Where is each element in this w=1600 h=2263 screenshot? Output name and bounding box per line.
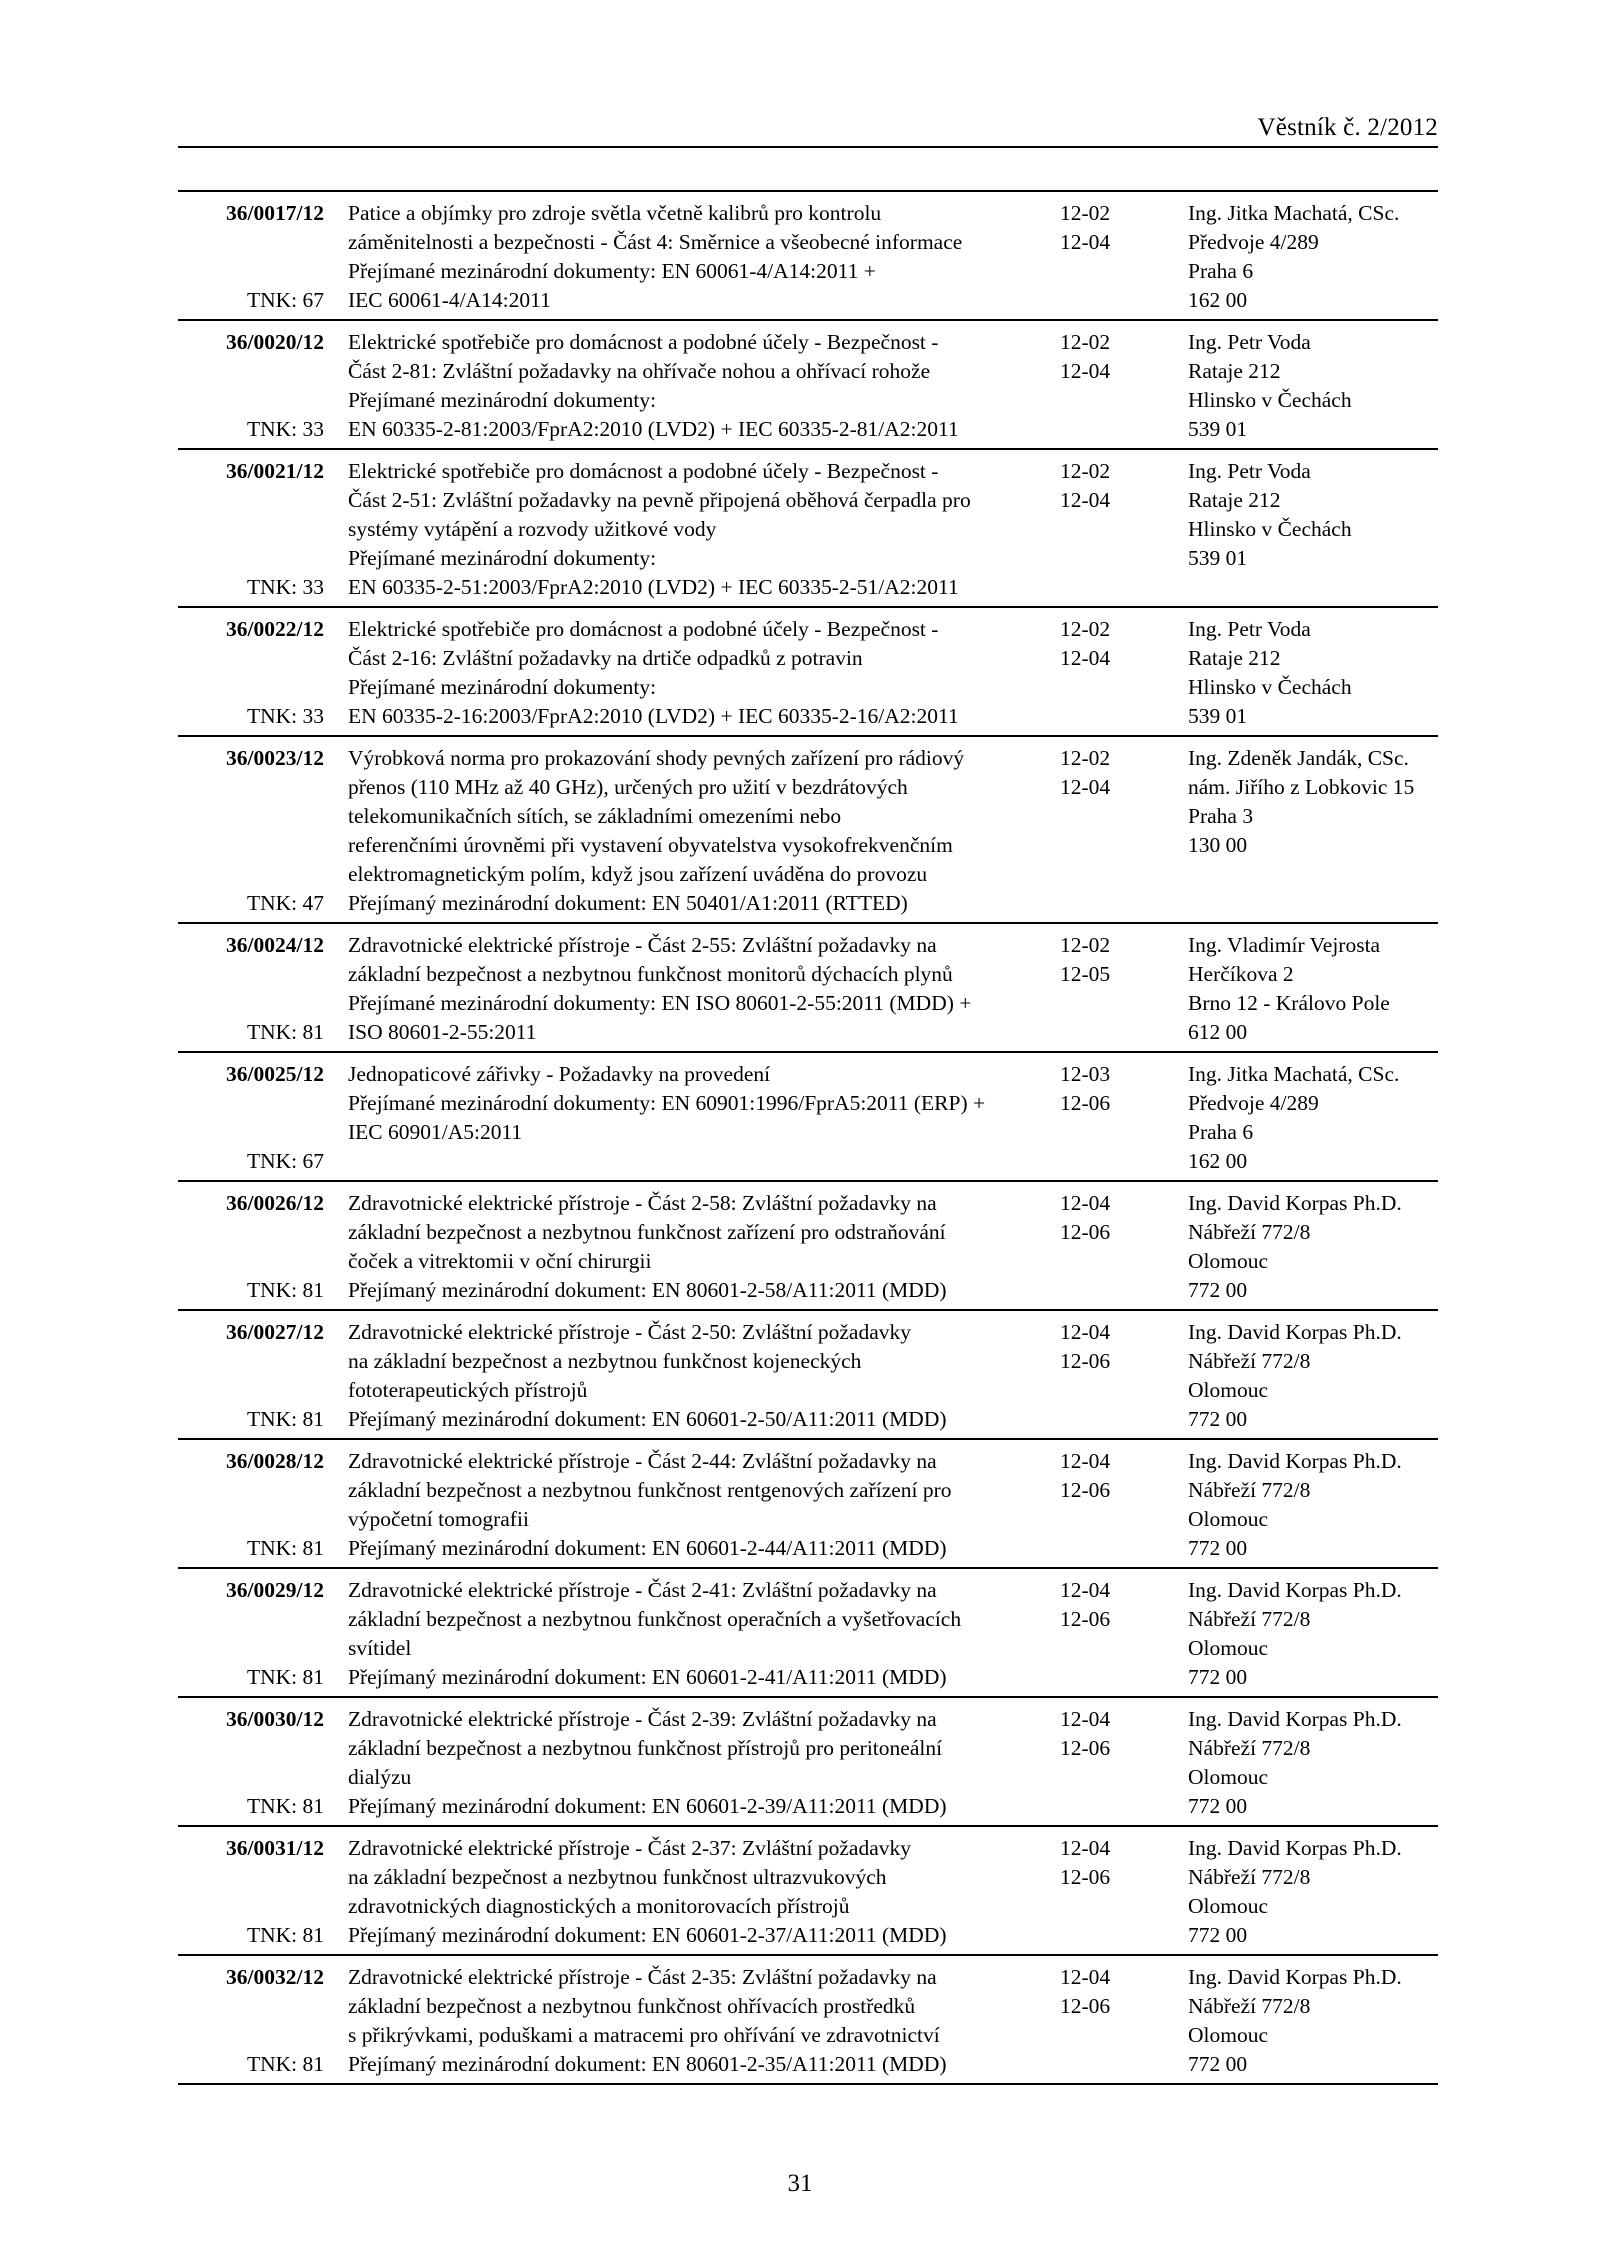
entry-contact-line: 772 00 xyxy=(1188,1536,1248,1560)
entry-title-line: Přejímané mezinárodní dokumenty: EN 60061-4/A14:2011 + xyxy=(348,259,876,283)
entry-id-cell xyxy=(178,931,326,1047)
entry-title-line: záměnitelnosti a bezpečnosti - Část 4: Směrnice a všeobecné informace xyxy=(348,230,963,254)
entry-date: 12-06 xyxy=(1060,1865,1111,1889)
entry-title-line: Část 2-16: Zvláštní požadavky na drtiče odpadků z potravin xyxy=(348,646,863,670)
entry-contact-line: Rataje 212 xyxy=(1188,359,1281,383)
entry-contact-line: Olomouc xyxy=(1188,2023,1269,2047)
entry-code: 36/0017/12 xyxy=(226,201,324,225)
entry-code: 36/0023/12 xyxy=(226,746,324,770)
entry-contact-cell xyxy=(1166,1060,1438,1176)
entry-code: 36/0029/12 xyxy=(226,1578,324,1602)
entry-date: 12-06 xyxy=(1060,1736,1111,1760)
entry-dates-cell xyxy=(1038,1576,1166,1692)
entry-id-cell xyxy=(178,1318,326,1434)
entry-title-line: fototerapeutických přístrojů xyxy=(348,1378,588,1402)
entry-contact-line: 162 00 xyxy=(1188,1149,1248,1173)
entry-title-line: Elektrické spotřebiče pro domácnost a podobné účely - Bezpečnost - xyxy=(348,330,939,354)
entry-title-cell xyxy=(326,457,1038,602)
entry-contact-line: Hlinsko v Čechách xyxy=(1188,675,1352,699)
entry-date: 12-05 xyxy=(1060,962,1111,986)
page-number: 31 xyxy=(787,2170,813,2197)
entry-contact-cell xyxy=(1166,457,1438,602)
entry-code: 36/0026/12 xyxy=(226,1191,324,1215)
entry-title-line: s přikrývkami, poduškami a matracemi pro ohřívání ve zdravotnictví xyxy=(348,2023,940,2047)
entry-contact-cell xyxy=(1166,1705,1438,1821)
entry-contact-line: nám. Jiřího z Lobkovic 15 xyxy=(1188,775,1415,799)
entry-dates-cell xyxy=(1038,1447,1166,1563)
entry-title-line: telekomunikačních sítích, se základními omezeními nebo xyxy=(348,804,842,828)
entry-title-line: Přejímaný mezinárodní dokument: EN 80601-2-58/A11:2011 (MDD) xyxy=(348,1278,947,1302)
entry-contact-line: Ing. Vladimír Vejrosta xyxy=(1188,933,1381,957)
entry-title-line: Jednopaticové zářivky - Požadavky na provedení xyxy=(348,1062,771,1086)
entry-title-line: na základní bezpečnost a nezbytnou funkčnost ultrazvukových xyxy=(348,1865,887,1889)
entry-title-line: IEC 60901/A5:2011 xyxy=(348,1120,523,1144)
entry-tnk: TNK: 81 xyxy=(246,1407,324,1431)
entry-contact-line: Praha 6 xyxy=(1188,1120,1254,1144)
entry-title-line: Přejímané mezinárodní dokumenty: xyxy=(348,546,657,570)
entry-date: 12-06 xyxy=(1060,1349,1111,1373)
entry-dates-cell xyxy=(1038,931,1166,1047)
entry-dates-cell xyxy=(1038,199,1166,315)
entry-title-line: Přejímaný mezinárodní dokument: EN 60601-2-39/A11:2011 (MDD) xyxy=(348,1794,947,1818)
entry-contact-line: 612 00 xyxy=(1188,1020,1248,1044)
entry-contact-line: 539 01 xyxy=(1188,417,1248,441)
entry-contact-cell xyxy=(1166,1447,1438,1563)
entry-title-line: EN 60335-2-16:2003/FprA2:2010 (LVD2) + IEC 60335-2-16/A2:2011 xyxy=(348,704,959,728)
entry-title-line: Zdravotnické elektrické přístroje - Část 2-55: Zvláštní požadavky na xyxy=(348,933,937,957)
entry-id-cell xyxy=(178,1705,326,1821)
entry-id-cell xyxy=(178,615,326,731)
entry-contact-line: 539 01 xyxy=(1188,704,1248,728)
entry-contact-cell xyxy=(1166,1189,1438,1305)
entry-title-line: Elektrické spotřebiče pro domácnost a podobné účely - Bezpečnost - xyxy=(348,617,939,641)
entry-contact-cell xyxy=(1166,328,1438,444)
entry-date: 12-02 xyxy=(1060,617,1111,641)
entry-date: 12-06 xyxy=(1060,1994,1111,2018)
entry-title-line: dialýzu xyxy=(348,1765,412,1789)
entry-title-line: Zdravotnické elektrické přístroje - Část 2-58: Zvláštní požadavky na xyxy=(348,1191,937,1215)
entry-contact-line: Olomouc xyxy=(1188,1636,1269,1660)
entry-title-line: svítidel xyxy=(348,1636,412,1660)
entry-date: 12-04 xyxy=(1060,646,1111,670)
entry-title-cell xyxy=(326,1060,1038,1176)
entry-title-cell xyxy=(326,199,1038,315)
entry-id-cell xyxy=(178,1576,326,1692)
entry-date: 12-03 xyxy=(1060,1062,1111,1086)
entry-title-line: ISO 80601-2-55:2011 xyxy=(348,1020,537,1044)
entry-contact-line: Ing. David Korpas Ph.D. xyxy=(1188,1836,1402,1860)
entry-code: 36/0024/12 xyxy=(226,933,324,957)
entry-title-line: Přejímaný mezinárodní dokument: EN 60601-2-41/A11:2011 (MDD) xyxy=(348,1665,947,1689)
page-header xyxy=(178,110,1438,148)
entry-id-cell xyxy=(178,1189,326,1305)
entry-dates-cell xyxy=(1038,1705,1166,1821)
entry-dates-cell xyxy=(1038,1189,1166,1305)
entry-date: 12-04 xyxy=(1060,488,1111,512)
entry-code: 36/0025/12 xyxy=(226,1062,324,1086)
entry-title-cell xyxy=(326,1447,1038,1563)
entry-id-cell xyxy=(178,1963,326,2079)
entry-contact-line: Nábřeží 772/8 xyxy=(1188,1994,1311,2018)
entry-title-line: Přejímaný mezinárodní dokument: EN 60601-2-37/A11:2011 (MDD) xyxy=(348,1923,947,1947)
entry-title-cell xyxy=(326,1189,1038,1305)
entry-title-line: Patice a objímky pro zdroje světla včetně kalibrů pro kontrolu xyxy=(348,201,882,225)
entry-title-line: IEC 60061-4/A14:2011 xyxy=(348,288,551,312)
entry-tnk: TNK: 81 xyxy=(246,2052,324,2076)
entry-title-line: základní bezpečnost a nezbytnou funkčnost ohřívacích prostředků xyxy=(348,1994,916,2018)
entry-code: 36/0030/12 xyxy=(226,1707,324,1731)
entry-contact-line: Ing. David Korpas Ph.D. xyxy=(1188,1449,1402,1473)
entry-title-cell xyxy=(326,1963,1038,2079)
entry-tnk: TNK: 81 xyxy=(246,1923,324,1947)
entry-contact-cell xyxy=(1166,1834,1438,1950)
entry-title-line: základní bezpečnost a nezbytnou funkčnost zařízení pro odstraňování xyxy=(348,1220,946,1244)
entry-contact-line: Ing. Zdeněk Jandák, CSc. xyxy=(1188,746,1409,770)
entry-contact-line: Nábřeží 772/8 xyxy=(1188,1220,1311,1244)
entry-id-cell xyxy=(178,328,326,444)
entry-contact-line: Nábřeží 772/8 xyxy=(1188,1349,1311,1373)
entry-contact-line: Ing. Petr Voda xyxy=(1188,459,1311,483)
entry-contact-line: 772 00 xyxy=(1188,1407,1248,1431)
entry-date: 12-02 xyxy=(1060,201,1111,225)
entry-title-line: systémy vytápění a rozvody užitkové vody xyxy=(348,517,717,541)
table-row xyxy=(178,1311,1438,1440)
entry-contact-line: Herčíkova 2 xyxy=(1188,962,1294,986)
entry-date: 12-06 xyxy=(1060,1478,1111,1502)
entry-title-line: přenos (110 MHz až 40 GHz), určených pro užití v bezdrátových xyxy=(348,775,908,799)
table-row xyxy=(178,924,1438,1053)
entry-dates-cell xyxy=(1038,1060,1166,1176)
entry-title-line: EN 60335-2-51:2003/FprA2:2010 (LVD2) + IEC 60335-2-51/A2:2011 xyxy=(348,575,959,599)
entry-title-line: Zdravotnické elektrické přístroje - Část 2-37: Zvláštní požadavky xyxy=(348,1836,911,1860)
entry-contact-line: Praha 3 xyxy=(1188,804,1254,828)
entry-contact-cell xyxy=(1166,931,1438,1047)
entry-tnk: TNK: 81 xyxy=(246,1665,324,1689)
entry-contact-line: 772 00 xyxy=(1188,1665,1248,1689)
entry-title-line: zdravotnických diagnostických a monitorovacích přístrojů xyxy=(348,1894,850,1918)
entry-id-cell xyxy=(178,457,326,602)
entry-contact-line: Nábřeží 772/8 xyxy=(1188,1736,1311,1760)
entry-date: 12-06 xyxy=(1060,1220,1111,1244)
entry-contact-line: 130 00 xyxy=(1188,833,1248,857)
entry-title-cell xyxy=(326,931,1038,1047)
entry-tnk: TNK: 81 xyxy=(246,1536,324,1560)
entry-contact-line: 772 00 xyxy=(1188,1923,1248,1947)
entry-contact-line: Rataje 212 xyxy=(1188,488,1281,512)
entry-id-cell xyxy=(178,744,326,918)
entry-contact-line: Olomouc xyxy=(1188,1378,1269,1402)
entry-code: 36/0021/12 xyxy=(226,459,324,483)
entry-id-cell xyxy=(178,1447,326,1563)
entry-title-line: Přejímané mezinárodní dokumenty: EN ISO 80601-2-55:2011 (MDD) + xyxy=(348,991,972,1015)
entry-contact-line: Olomouc xyxy=(1188,1765,1269,1789)
entry-contact-cell xyxy=(1166,615,1438,731)
entry-dates-cell xyxy=(1038,1834,1166,1950)
entry-dates-cell xyxy=(1038,615,1166,731)
entry-contact-line: 162 00 xyxy=(1188,288,1248,312)
entry-title-line: Přejímané mezinárodní dokumenty: xyxy=(348,388,657,412)
entry-title-cell xyxy=(326,1318,1038,1434)
entry-date: 12-04 xyxy=(1060,1320,1111,1344)
entry-contact-line: Ing. David Korpas Ph.D. xyxy=(1188,1191,1402,1215)
entry-id-cell xyxy=(178,1834,326,1950)
table-row xyxy=(178,321,1438,450)
entry-dates-cell xyxy=(1038,457,1166,602)
entry-contact-line: Ing. Petr Voda xyxy=(1188,617,1311,641)
entry-title-line: Přejímaný mezinárodní dokument: EN 60601-2-50/A11:2011 (MDD) xyxy=(348,1407,947,1431)
entry-date: 12-04 xyxy=(1060,1965,1111,1989)
entry-tnk: TNK: 81 xyxy=(246,1794,324,1818)
entry-code: 36/0028/12 xyxy=(226,1449,324,1473)
entry-title-cell xyxy=(326,615,1038,731)
entry-date: 12-06 xyxy=(1060,1091,1111,1115)
entry-contact-line: Nábřeží 772/8 xyxy=(1188,1865,1311,1889)
entry-code: 36/0022/12 xyxy=(226,617,324,641)
entry-title-line: elektromagnetickým polím, když jsou zařízení uváděna do provozu xyxy=(348,862,928,886)
table-row xyxy=(178,1182,1438,1311)
entry-contact-line: Olomouc xyxy=(1188,1249,1269,1273)
entry-tnk: TNK: 81 xyxy=(246,1278,324,1302)
table-row xyxy=(178,1440,1438,1569)
entry-title-line: Přejímaný mezinárodní dokument: EN 50401/A1:2011 (RTTED) xyxy=(348,891,908,915)
entry-title-line: Zdravotnické elektrické přístroje - Část 2-50: Zvláštní požadavky xyxy=(348,1320,911,1344)
entry-contact-cell xyxy=(1166,1318,1438,1434)
entry-contact-line: Nábřeží 772/8 xyxy=(1188,1607,1311,1631)
entry-title-line: Přejímaný mezinárodní dokument: EN 80601-2-35/A11:2011 (MDD) xyxy=(348,2052,947,2076)
entry-contact-line: Předvoje 4/289 xyxy=(1188,1091,1319,1115)
table-row xyxy=(178,1053,1438,1182)
entry-code: 36/0027/12 xyxy=(226,1320,324,1344)
table-row xyxy=(178,1827,1438,1956)
table-row xyxy=(178,450,1438,608)
entry-contact-line: 539 01 xyxy=(1188,546,1248,570)
entry-contact-line: Ing. Petr Voda xyxy=(1188,330,1311,354)
entry-title-line: Část 2-51: Zvláštní požadavky na pevně připojená oběhová čerpadla pro xyxy=(348,488,971,512)
entry-title-line: základní bezpečnost a nezbytnou funkčnost monitorů dýchacích plynů xyxy=(348,962,953,986)
entry-date: 12-04 xyxy=(1060,359,1111,383)
entry-contact-line: Ing. David Korpas Ph.D. xyxy=(1188,1707,1402,1731)
entry-title-line: Přejímané mezinárodní dokumenty: xyxy=(348,675,657,699)
entry-tnk: TNK: 67 xyxy=(246,288,324,312)
entry-date: 12-04 xyxy=(1060,1836,1111,1860)
entry-title-line: výpočetní tomografii xyxy=(348,1507,529,1531)
table-row xyxy=(178,1569,1438,1698)
entry-contact-line: Brno 12 - Královo Pole xyxy=(1188,991,1390,1015)
entry-date: 12-04 xyxy=(1060,775,1111,799)
entry-date: 12-04 xyxy=(1060,1707,1111,1731)
entry-title-line: základní bezpečnost a nezbytnou funkčnost operačních a vyšetřovacích xyxy=(348,1607,962,1631)
table-row xyxy=(178,1956,1438,2085)
entry-code: 36/0020/12 xyxy=(226,330,324,354)
entry-title-cell xyxy=(326,328,1038,444)
entry-dates-cell xyxy=(1038,1318,1166,1434)
entry-contact-line: 772 00 xyxy=(1188,2052,1248,2076)
entry-title-cell xyxy=(326,1834,1038,1950)
entry-contact-cell xyxy=(1166,1576,1438,1692)
entry-contact-line: Hlinsko v Čechách xyxy=(1188,388,1352,412)
entry-title-line: základní bezpečnost a nezbytnou funkčnost přístrojů pro peritoneální xyxy=(348,1736,943,1760)
entry-contact-line: Předvoje 4/289 xyxy=(1188,230,1319,254)
entry-date: 12-04 xyxy=(1060,1449,1111,1473)
entry-contact-line: Rataje 212 xyxy=(1188,646,1281,670)
entry-code: 36/0031/12 xyxy=(226,1836,324,1860)
entry-dates-cell xyxy=(1038,1963,1166,2079)
entry-id-cell xyxy=(178,1060,326,1176)
entry-title-line: základní bezpečnost a nezbytnou funkčnost rentgenových zařízení pro xyxy=(348,1478,952,1502)
entry-contact-line: Praha 6 xyxy=(1188,259,1254,283)
entry-contact-line: Nábřeží 772/8 xyxy=(1188,1478,1311,1502)
entry-contact-line: Ing. David Korpas Ph.D. xyxy=(1188,1320,1402,1344)
entry-date: 12-04 xyxy=(1060,1191,1111,1215)
entry-title-line: Přejímané mezinárodní dokumenty: EN 60901:1996/FprA5:2011 (ERP) + xyxy=(348,1091,986,1115)
entry-tnk: TNK: 67 xyxy=(246,1149,324,1173)
entry-dates-cell xyxy=(1038,744,1166,918)
entry-title-line: Přejímaný mezinárodní dokument: EN 60601-2-44/A11:2011 (MDD) xyxy=(348,1536,947,1560)
entry-title-line: Zdravotnické elektrické přístroje - Část 2-41: Zvláštní požadavky na xyxy=(348,1578,937,1602)
table-row xyxy=(178,608,1438,737)
entry-date: 12-06 xyxy=(1060,1607,1111,1631)
entry-title-line: Výrobková norma pro prokazování shody pevných zařízení pro rádiový xyxy=(348,746,965,770)
entry-id-cell xyxy=(178,199,326,315)
table-row xyxy=(178,192,1438,321)
entry-contact-line: Olomouc xyxy=(1188,1507,1269,1531)
entry-title-line: Zdravotnické elektrické přístroje - Část 2-35: Zvláštní požadavky na xyxy=(348,1965,937,1989)
table-row xyxy=(178,1698,1438,1827)
entry-title-cell xyxy=(326,744,1038,918)
entry-title-line: čoček a vitrektomii v oční chirurgii xyxy=(348,1249,652,1273)
entry-contact-line: Ing. David Korpas Ph.D. xyxy=(1188,1965,1402,1989)
entry-tnk: TNK: 33 xyxy=(246,575,324,599)
bulletin-title: Věstník č. 2/2012 xyxy=(1257,114,1438,141)
entry-tnk: TNK: 33 xyxy=(246,417,324,441)
entry-contact-cell xyxy=(1166,1963,1438,2079)
table-row xyxy=(178,737,1438,924)
entry-contact-line: 772 00 xyxy=(1188,1278,1248,1302)
entry-date: 12-02 xyxy=(1060,746,1111,770)
entry-date: 12-02 xyxy=(1060,459,1111,483)
entry-date: 12-04 xyxy=(1060,230,1111,254)
entry-title-line: Elektrické spotřebiče pro domácnost a podobné účely - Bezpečnost - xyxy=(348,459,939,483)
entry-dates-cell xyxy=(1038,328,1166,444)
entry-contact-cell xyxy=(1166,744,1438,918)
standards-table xyxy=(178,190,1438,2085)
entry-code: 36/0032/12 xyxy=(226,1965,324,1989)
entry-title-cell xyxy=(326,1576,1038,1692)
entry-contact-cell xyxy=(1166,199,1438,315)
entry-title-line: referenčními úrovněmi při vystavení obyvatelstva vysokofrekvenčním xyxy=(348,833,953,857)
entry-title-line: EN 60335-2-81:2003/FprA2:2010 (LVD2) + IEC 60335-2-81/A2:2011 xyxy=(348,417,959,441)
entry-tnk: TNK: 33 xyxy=(246,704,324,728)
entry-title-line: na základní bezpečnost a nezbytnou funkčnost kojeneckých xyxy=(348,1349,862,1373)
entry-tnk: TNK: 47 xyxy=(246,891,324,915)
entry-tnk: TNK: 81 xyxy=(246,1020,324,1044)
entry-title-line: Část 2-81: Zvláštní požadavky na ohřívače nohou a ohřívací rohože xyxy=(348,359,931,383)
entry-contact-line: Hlinsko v Čechách xyxy=(1188,517,1352,541)
entry-title-line: Zdravotnické elektrické přístroje - Část 2-39: Zvláštní požadavky na xyxy=(348,1707,937,1731)
entry-date: 12-02 xyxy=(1060,330,1111,354)
entry-contact-line: 772 00 xyxy=(1188,1794,1248,1818)
entry-contact-line: Ing. Jitka Machatá, CSc. xyxy=(1188,1062,1400,1086)
entry-title-cell xyxy=(326,1705,1038,1821)
entry-date: 12-04 xyxy=(1060,1578,1111,1602)
entry-date: 12-02 xyxy=(1060,933,1111,957)
entry-contact-line: Ing. Jitka Machatá, CSc. xyxy=(1188,201,1400,225)
entry-contact-line: Ing. David Korpas Ph.D. xyxy=(1188,1578,1402,1602)
entry-title-line: Zdravotnické elektrické přístroje - Část 2-44: Zvláštní požadavky na xyxy=(348,1449,937,1473)
entry-contact-line: Olomouc xyxy=(1188,1894,1269,1918)
